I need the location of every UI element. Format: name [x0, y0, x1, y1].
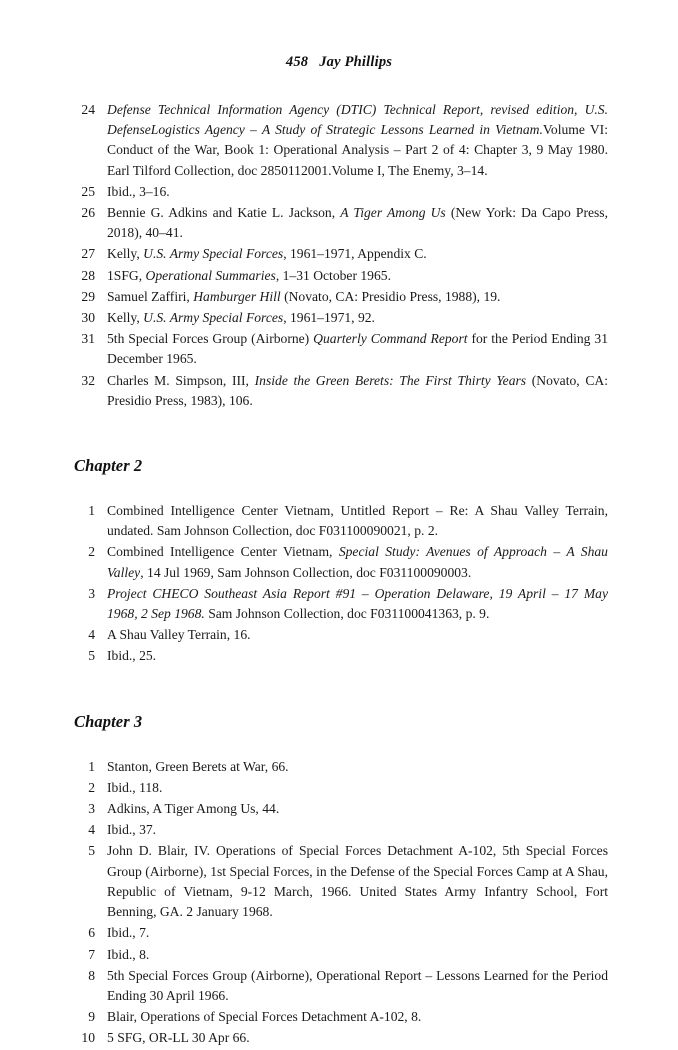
section-spacer — [74, 668, 608, 712]
endnote-text-roman: 5th Special Forces Group (Airborne), Operational Report – Lessons Learned for the Period Ending 30 April 1966. — [107, 967, 608, 1003]
running-head — [0, 54, 678, 71]
endnote-title-italic: Project CHECO Southeast Asia Report #91 – Operation Delaware, 19 April – 17 May 1968, 2 Sep 1968. — [107, 585, 608, 622]
endnote-title-italic: Special Study: Avenues of Approach – A Shau Valley — [107, 544, 608, 580]
endnote-text-roman: Sam Johnson Collection, doc F031100041363, p. 9. — [204, 606, 490, 622]
endnote-text-roman: , 1–31 October 1965. — [275, 267, 391, 283]
endnote-text-roman: 1SFG, — [107, 267, 146, 283]
page-folio-number: 458 — [285, 54, 309, 70]
endnote-item — [74, 371, 608, 411]
endnote-text-roman: , 1961–1971, Appendix C. — [283, 246, 427, 262]
endnote-item — [74, 308, 608, 328]
endnote-number: 6 — [88, 925, 95, 941]
section-spacer — [74, 732, 608, 757]
endnote-text-roman: Combined Intelligence Center Vietnam, Untitled Report – Re: A Shau Valley Terrain, undated. Sam Johnson Collection, doc F031100090021, p. 2. — [107, 503, 608, 539]
endnote-number: 7 — [88, 946, 95, 962]
section-spacer — [74, 476, 608, 501]
endnote-item — [74, 923, 608, 943]
endnote-text — [107, 923, 608, 943]
endnote-text-roman: for the Period Ending 31 December 1965. — [107, 331, 609, 367]
endnote-number: 24 — [81, 102, 95, 117]
sections-root — [74, 100, 608, 1049]
endnote-item — [74, 501, 608, 541]
endnote-text-roman: Ibid., 3–16. — [107, 183, 170, 199]
endnote-text — [107, 966, 608, 1006]
endnote-title-italic: U.S. Army Special Forces — [143, 310, 284, 326]
endnote-text-roman: Ibid., 8. — [107, 946, 150, 962]
endnote-number: 29 — [81, 288, 95, 304]
endnote-number: 8 — [88, 967, 95, 983]
endnote-text — [107, 778, 608, 798]
endnote-text-roman: , 14 Jul 1969, Sam Johnson Collection, doc F031100090003. — [140, 564, 472, 580]
endnote-number: 4 — [88, 627, 95, 643]
endnote-number: 2 — [88, 779, 95, 795]
endnote-number: 10 — [81, 1030, 95, 1046]
endnote-text — [107, 1028, 608, 1048]
endnote-text-roman: Ibid., 37. — [107, 822, 157, 838]
running-head-title: Jay Phillips — [319, 54, 393, 70]
endnote-number: 3 — [88, 801, 95, 817]
endnote-item — [74, 100, 608, 181]
endnote-title-italic: U.S. Army Special Forces — [143, 246, 284, 262]
chapter-heading: Chapter 2 — [74, 456, 143, 476]
endnote-number: 9 — [88, 1009, 95, 1025]
endnote-text-roman: Samuel Zaffiri, — [107, 288, 194, 304]
endnote-text — [107, 501, 608, 541]
section-spacer — [74, 412, 608, 456]
endnote-text — [107, 287, 608, 307]
endnote-number: 5 — [88, 648, 95, 664]
endnote-text-roman: Kelly, — [107, 246, 144, 262]
endnote-text-roman: (New York: Da Capo Press, 2018), 40–41. — [107, 205, 608, 241]
endnote-list — [74, 757, 608, 1049]
endnote-text — [107, 757, 608, 777]
endnote-text-roman: 5th Special Forces Group (Airborne) — [107, 331, 314, 347]
endnote-title-italic: Defense Technical Information Agency (DTIC) Technical Report, revised edition, U.S. DefenseLogistics Agency – A Study of Strategic Lessons Learned in Vietnam. — [107, 102, 608, 138]
endnote-text-roman: (Novato, CA: Presidio Press, 1983), 106. — [107, 372, 609, 408]
endnote-item — [74, 182, 608, 202]
endnote-item — [74, 1028, 608, 1048]
endnote-text — [107, 244, 608, 264]
endnote-title-italic: Inside the Green Berets: The First Thirty Years — [254, 372, 527, 388]
endnote-text-roman: A Shau Valley Terrain, 16. — [107, 627, 251, 643]
endnote-text-roman: Ibid., 118. — [107, 779, 163, 795]
endnote-text — [107, 625, 608, 645]
endnote-text-roman: 5 SFG, OR-LL 30 Apr 66. — [107, 1030, 250, 1046]
endnote-text — [107, 100, 608, 181]
endnote-text — [107, 542, 608, 582]
endnote-item — [74, 966, 608, 1006]
endnote-item — [74, 203, 608, 243]
chapter-heading: Chapter 3 — [74, 711, 143, 731]
endnote-number: 30 — [81, 310, 95, 326]
endnote-number: 5 — [88, 843, 95, 859]
endnote-title-italic: Quarterly Command Report — [313, 331, 468, 347]
endnote-text — [107, 371, 608, 411]
endnote-text — [107, 820, 608, 840]
endnote-item — [74, 287, 608, 307]
endnote-text-roman: Combined Intelligence Center Vietnam, — [107, 544, 339, 560]
endnote-title-italic: Operational Summaries — [145, 267, 276, 283]
endnote-item — [74, 244, 608, 264]
endnote-text — [107, 308, 608, 328]
endnote-number: 2 — [88, 544, 95, 560]
endnote-text-roman: Ibid., 25. — [107, 648, 157, 664]
endnote-list — [74, 501, 608, 667]
endnote-number: 1 — [88, 758, 95, 774]
endnote-text — [107, 203, 608, 243]
endnote-number: 32 — [81, 372, 95, 388]
endnote-text-roman: Ibid., 7. — [107, 925, 150, 941]
endnote-number: 25 — [81, 183, 95, 199]
endnote-title-italic: A Tiger Among Us — [340, 205, 446, 221]
endnote-item — [74, 584, 608, 624]
endnote-text — [107, 584, 608, 624]
endnote-text — [107, 266, 608, 286]
endnote-title-italic: Hamburger Hill — [193, 288, 281, 304]
endnote-text — [107, 182, 608, 202]
endnote-item — [74, 625, 608, 645]
endnotes-content — [74, 100, 608, 1050]
endnote-item — [74, 329, 608, 369]
endnote-text-roman: (Novato, CA: Presidio Press, 1988), 19. — [280, 288, 501, 304]
endnote-text-roman: John D. Blair, IV. Operations of Special Forces Detachment A-102, 5th Special Forces Group (Airborne), 1st Special Forces, in the Defense of the Special Forces Camp at A Shau, Republic of Vietnam, 9-12 March, 1966. United States Army Infantry School, Fort Benning, GA. 2 January 1968. — [107, 843, 608, 920]
endnote-text-roman: Volume VI: Conduct of the War, Book 1: Operational Analysis – Part 2 of 4: Chapter 3, 9 May 1980. Earl Tilford Collection, doc 2850112001.Volume I, The Enemy, 3–14. — [107, 122, 608, 178]
endnote-text — [107, 945, 608, 965]
endnote-text-roman: Stanton, Green Berets at War, 66. — [107, 758, 289, 774]
endnote-number: 27 — [81, 246, 95, 262]
endnote-text-roman: Adkins, A Tiger Among Us, 44. — [107, 801, 280, 817]
endnote-number: 31 — [81, 331, 95, 347]
endnote-item — [74, 646, 608, 666]
endnote-item — [74, 266, 608, 286]
endnote-text — [107, 1007, 608, 1027]
endnote-item — [74, 841, 608, 922]
endnote-list — [74, 100, 608, 411]
endnote-text-roman: Blair, Operations of Special Forces Detachment A-102, 8. — [107, 1009, 422, 1025]
endnote-item — [74, 757, 608, 777]
endnote-text-roman: Kelly, — [107, 310, 144, 326]
endnote-text-roman: , 1961–1971, 92. — [283, 310, 375, 326]
endnote-item — [74, 945, 608, 965]
endnote-text-roman: Bennie G. Adkins and Katie L. Jackson, — [107, 205, 341, 221]
endnote-item — [74, 778, 608, 798]
endnote-number: 4 — [88, 822, 95, 838]
endnote-text — [107, 799, 608, 819]
endnote-item — [74, 820, 608, 840]
endnote-number: 26 — [81, 205, 95, 221]
endnote-text — [107, 646, 608, 666]
endnote-number: 3 — [88, 585, 95, 601]
endnote-item — [74, 799, 608, 819]
endnote-number: 28 — [81, 267, 95, 283]
endnote-text — [107, 329, 608, 369]
endnote-text-roman: Charles M. Simpson, III, — [107, 372, 255, 388]
endnote-item — [74, 542, 608, 582]
endnote-number: 1 — [88, 503, 95, 519]
endnote-text — [107, 841, 608, 922]
endnote-item — [74, 1007, 608, 1027]
